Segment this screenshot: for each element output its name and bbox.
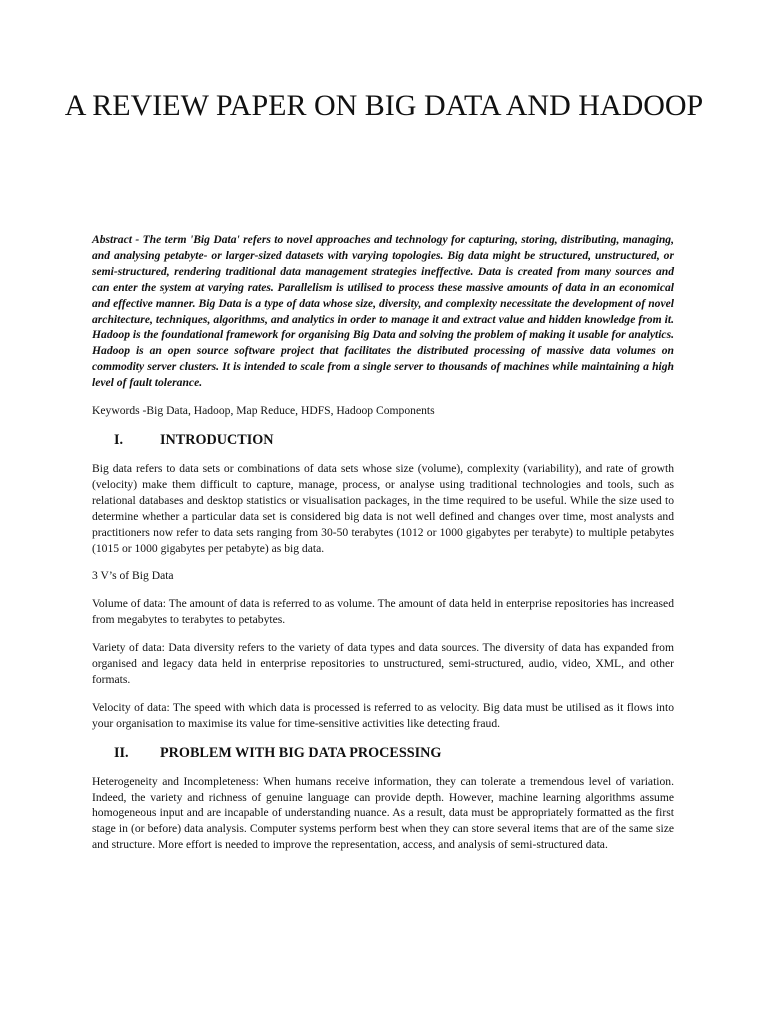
velocity-paragraph: Velocity of data: The speed with which data is processed is referred to as velocity. Big data must be utilised as it flows into your organisation to maximise its value for time-sensitive activities like detecting fraud. <box>92 700 674 730</box>
section-heading-introduction <box>92 431 674 449</box>
section-heading-problem <box>92 744 674 762</box>
abstract: Abstract - The term 'Big Data' refers to novel approaches and technology for capturing, storing, distributing, managing, and analysing petabyte- or larger-sized datasets with varying topologies. Big data might be structured, unstructured, or semi-structured, rendering traditional data management strategies ineffective. Data is created from many sources and can enter the system at varying rates. Parallelism is utilised to process these massive amounts of data in an economical and effective manner. Big Data is a type of data whose size, diversity, and complexity necessitate the development of novel architecture, techniques, algorithms, and analytics in order to manage it and extract value and hidden knowledge from it. Hadoop is the foundational framework for organising Big Data and solving the problem of making it usable for analytics. Hadoop is an open source software project that facilitates the distributed processing of massive data volumes on commodity server clusters. It is intended to scale from a single server to thousands of machines while maintaining a high level of fault tolerance. <box>92 233 674 390</box>
variety-paragraph: Variety of data: Data diversity refers to the variety of data types and data sources. The diversity of data has expanded from organised and legacy data held in enterprise repositories to unstructured, semi-structured, audio, video, XML, and other formats. <box>92 641 674 686</box>
paper-title: A REVIEW PAPER ON BIG DATA AND HADOOP <box>64 89 704 122</box>
section-number: I. <box>114 431 124 448</box>
keywords: Keywords -Big Data, Hadoop, Map Reduce, HDFS, Hadoop Components <box>92 404 435 418</box>
paper-body <box>92 232 674 865</box>
section-title: PROBLEM WITH BIG DATA PROCESSING <box>160 744 442 761</box>
intro-paragraph-1: Big data refers to data sets or combinations of data sets whose size (volume), complexity (variability), and rate of growth (velocity) make them difficult to capture, manage, process, or analyse using traditional technologies and tools, such as relational databases and desktop statistics or visualisation packages, in the time required to be useful. While the size used to determine whether a particular data set is considered big data is not well defined and changes over time, most analysts and practitioners now refer to data sets ranging from 30-50 terabytes (1012 or 1000 gigabytes per terabyte) to multiple petabytes (1015 or 1000 gigabytes per petabyte) as big data. <box>92 461 674 555</box>
section-number: II. <box>114 744 129 761</box>
heterogeneity-paragraph: Heterogeneity and Incompleteness: When humans receive information, they can tolerate a tremendous level of variation. Indeed, the variety and richness of genuine language can provide depth. However, machine learning algorithms assume homogeneous input and are incapable of understanding nuance. As a result, data must be appropriately formatted as the first stage in (or before) data analysis. Computer systems perform best when they can store several items that are of the same size and structure. More effort is needed to improve the representation, access, and analysis of semi-structured data. <box>92 774 674 852</box>
three-vs-label: 3 V’s of Big Data <box>92 569 174 583</box>
section-title: INTRODUCTION <box>160 431 274 448</box>
volume-paragraph: Volume of data: The amount of data is referred to as volume. The amount of data held in enterprise repositories has increased from megabytes to terabytes to petabytes. <box>92 597 674 627</box>
